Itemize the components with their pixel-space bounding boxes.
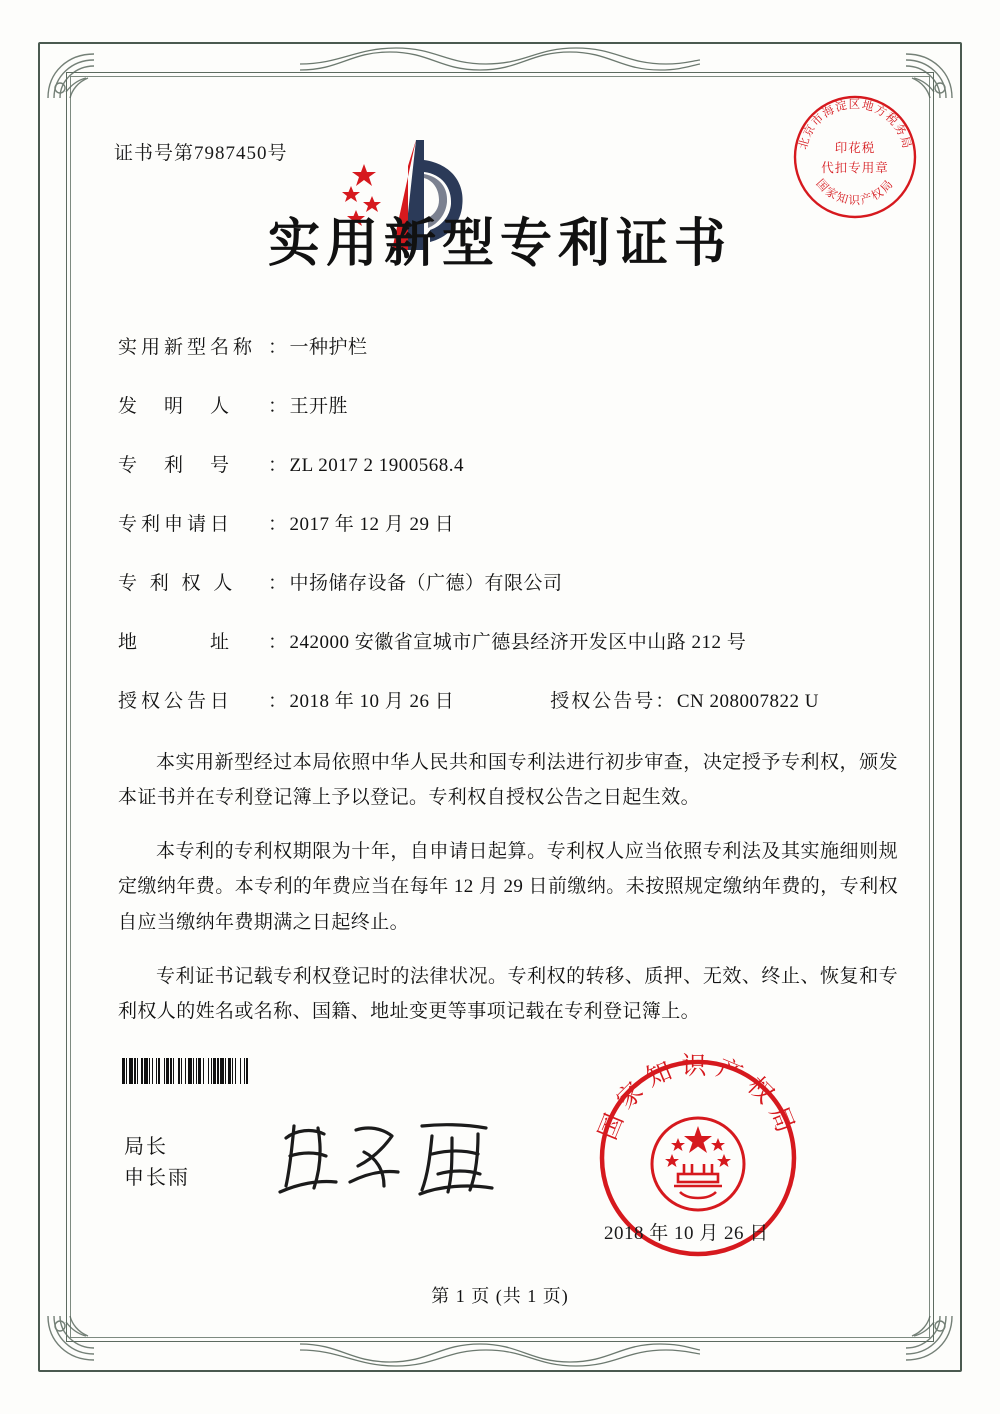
- field-label: 实用新型名称: [118, 337, 257, 358]
- paragraph-3: 专利证书记载专利权登记时的法律状况。专利权的转移、质押、无效、终止、恢复和专利权人的姓名或名称、国籍、地址变更等事项记载在专利登记簿上。: [118, 965, 898, 1022]
- field-row-grant-publication: [118, 686, 904, 713]
- page-footer: 第 1 页 (共 1 页): [431, 1286, 569, 1306]
- ornament-corner-bottom-left-icon: [44, 1312, 114, 1366]
- field-separator: ：: [268, 514, 288, 535]
- field-value: 中扬储存设备（广德）有限公司: [289, 573, 563, 594]
- field-value-grant-date: 2018 年 10 月 26 日: [289, 691, 455, 712]
- seal-date: 2018 年 10 月 26 日: [604, 1223, 769, 1244]
- field-separator: ：: [268, 455, 288, 476]
- field-label: 专 利 权 人: [118, 573, 237, 594]
- svg-text:代扣专用章: 代扣专用章: [821, 160, 889, 175]
- field-label: 发 明 人: [118, 396, 234, 417]
- certificate-number: 证书号第7987450号: [114, 143, 288, 164]
- svg-text:印花税: 印花税: [834, 140, 876, 155]
- ornament-edge-bottom-icon: [300, 1338, 700, 1370]
- field-value: ZL 2017 2 1900568.4: [289, 455, 465, 476]
- director-label: 局长: [124, 1136, 168, 1158]
- legal-text: [96, 745, 904, 1029]
- paragraph-2: 本专利的专利权期限为十年，自申请日起算。专利权人应当依照专利法及其实施细则规定缴纳年费。本专利的年费应当在每年 12 月 29 日前缴纳。未按照规定缴纳年费的，专利权自应当缴纳年费期满之日起终止。: [118, 841, 898, 933]
- barcode: [122, 1058, 384, 1084]
- field-value: 一种护栏: [289, 337, 368, 358]
- field-row-patent-number: [118, 450, 904, 477]
- ornament-edge-top-icon: [300, 44, 700, 76]
- field-row-application-date: [118, 509, 904, 536]
- field-value: 王开胜: [289, 396, 349, 417]
- signature-block: [124, 1132, 190, 1194]
- field-separator: ：: [655, 691, 675, 712]
- svg-text:国家知识产权局: 国家知识产权局: [813, 176, 897, 207]
- ornament-corner-top-left-icon: [44, 48, 114, 102]
- field-value-publication-number: CN 208007822 U: [676, 691, 819, 712]
- paragraph-1: 本实用新型经过本局依照中华人民共和国专利法进行初步审查，决定授予专利权，颁发本证书并在专利登记簿上予以登记。专利权自授权公告之日起生效。: [118, 752, 898, 809]
- ornament-corner-bottom-right-icon: [886, 1312, 956, 1366]
- field-row-utility-model-name: [118, 332, 904, 359]
- field-label: 地 址: [118, 632, 234, 653]
- field-label-grant-date: 授权公告日: [118, 691, 234, 712]
- field-value: 2017 年 12 月 29 日: [289, 514, 455, 535]
- field-separator: ：: [268, 691, 288, 712]
- field-row-address: [118, 627, 904, 654]
- field-value: 242000 安徽省宣城市广德县经济开发区中山路 212 号: [289, 632, 747, 653]
- page-title: 实用新型专利证书: [267, 213, 732, 274]
- national-emblem-icon: [652, 1118, 744, 1210]
- svg-text:北京市海淀区地方税务局: 北京市海淀区地方税务局: [795, 97, 915, 151]
- svg-text:国家知识产权局: 国家知识产权局: [592, 1052, 804, 1144]
- field-separator: ：: [268, 632, 288, 653]
- director-name: 申长雨: [124, 1167, 190, 1189]
- field-label: 专 利 号: [118, 455, 234, 476]
- field-row-inventor: [118, 391, 904, 418]
- field-label: 专利申请日: [118, 514, 234, 535]
- field-separator: ：: [268, 573, 288, 594]
- field-label-publication-number: 授权公告号: [550, 691, 656, 712]
- field-separator: ：: [268, 337, 288, 358]
- field-list: [96, 332, 904, 713]
- field-separator: ：: [268, 396, 288, 417]
- field-row-patentee: [118, 568, 904, 595]
- certificate-content: [96, 110, 904, 1035]
- handwritten-signature-icon: [272, 1108, 522, 1204]
